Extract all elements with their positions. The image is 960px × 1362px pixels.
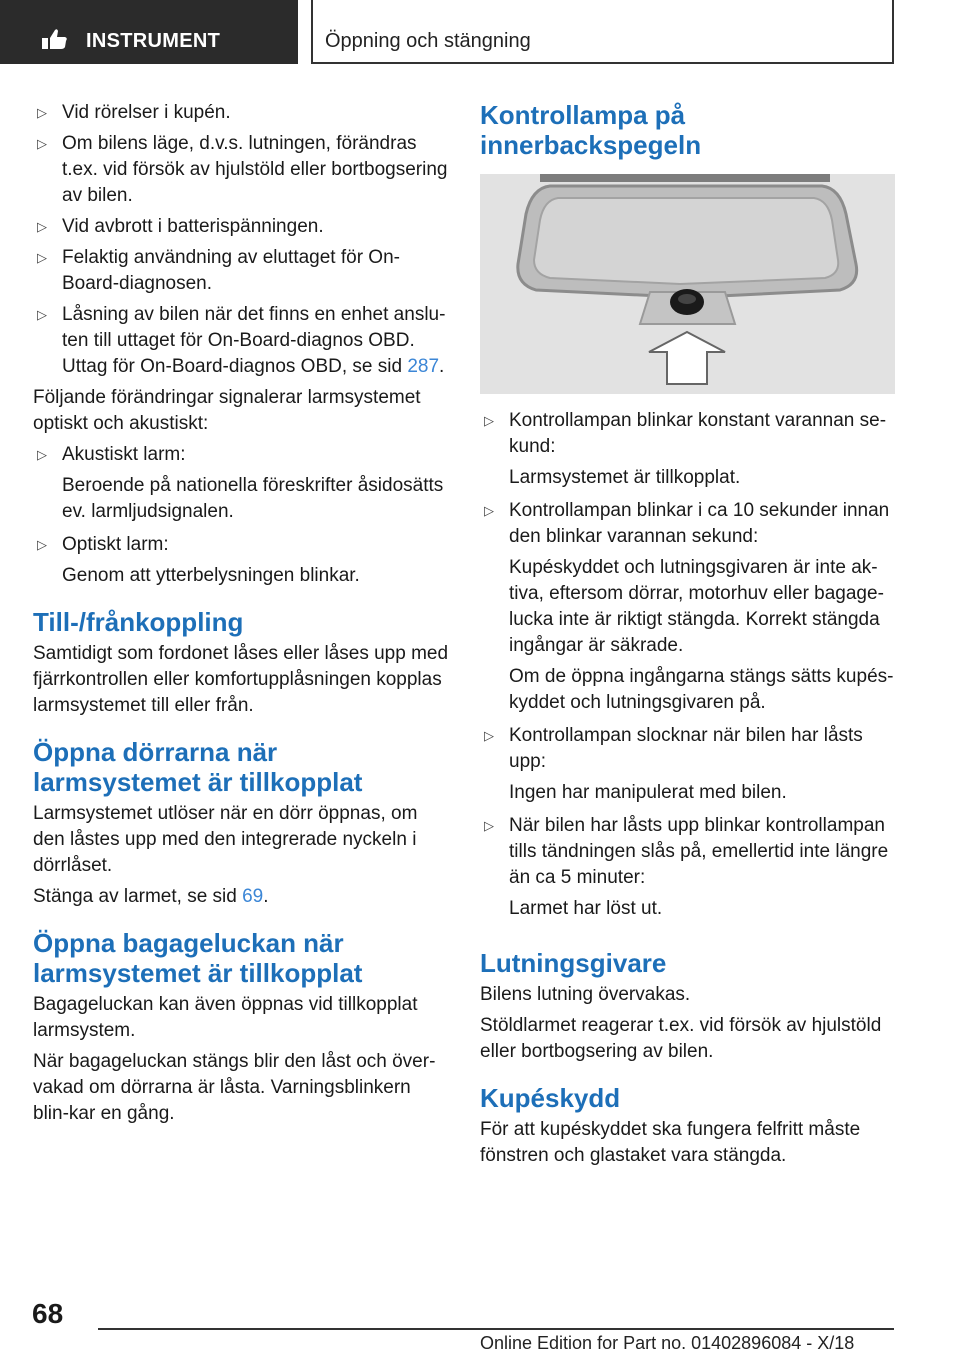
heading-control-lamp: Kontrollampa på innerbackspegeln (480, 100, 702, 160)
tilt-text-2: Stöldlarmet reagerar t.ex. vid försök av hjulstöld eller bortbogsering av bilen. (480, 1015, 882, 1062)
triangle-bullet-icon: ▷ (37, 136, 47, 151)
right-column (480, 100, 900, 1174)
list-item: ▷ Kontrollampan blinkar konstant varannan se-kund: Larmsystemet är tillkopplat. (484, 410, 887, 488)
triangle-bullet-icon: ▷ (484, 413, 494, 428)
list-item: ▷ Vid avbrott i batterispänningen. (33, 214, 451, 240)
edition-text: Online Edition for Part no. 01402896084 - X/18 (480, 1333, 855, 1353)
list-item: ▷ Felaktig användning av eluttaget för On-Board-diagnosen. (37, 247, 400, 294)
pointing-hand-icon (40, 28, 68, 50)
list-item: ▷ Optiskt larm: Genom att ytterbelysningen blinkar. (37, 534, 360, 586)
triangle-bullet-icon: ▷ (37, 537, 47, 552)
page-link-69[interactable]: 69 (242, 886, 264, 907)
rearview-mirror-image (480, 174, 895, 394)
trunk-text-1: Bagageluckan kan även öppnas vid tillkopplat larmsystem. (33, 994, 418, 1041)
heading-tilt-sensor: Lutningsgivare (480, 948, 667, 978)
tilt-text-1: Bilens lutning övervakas. (480, 984, 691, 1005)
triangle-bullet-icon: ▷ (37, 447, 47, 462)
triangle-bullet-icon: ▷ (484, 728, 494, 743)
list-item: ▷ Akustiskt larm: Beroende på nationella föreskrifter åsidosätts ev. larmljudsignalen. (37, 444, 444, 522)
list-item: ▷ Låsning av bilen när det finns en enhet anslu-ten till uttaget för On-Board-diagnos OBD. Uttag för On-Board-diagnos OBD, se sid 287. (37, 304, 446, 377)
list-item: ▷ Om bilens läge, d.v.s. lutningen, förändras t.ex. vid försök av hjulstöld eller bortbogsering av bilen. (37, 133, 448, 206)
section-tab (0, 0, 298, 64)
page-link-287[interactable]: 287 (407, 356, 440, 377)
heading-till-franskoppling: Till-/frånkoppling (33, 607, 244, 637)
rearview-mirror-illustration (480, 174, 895, 394)
triangle-bullet-icon: ▷ (37, 250, 47, 265)
footer-divider (98, 1328, 894, 1330)
trunk-text-2: När bagageluckan stängs blir den låst och över-vakad om dörrarna är låsta. Varningsblinkern blin-kar en gång. (33, 1051, 436, 1124)
triangle-bullet-icon: ▷ (484, 818, 494, 833)
heading-open-doors: Öppna dörrarna när larmsystemet är tillkopplat (33, 737, 363, 797)
breadcrumb: Öppning och stängning (325, 30, 531, 52)
list-item: ▷ När bilen har låsts upp blinkar kontrollampan tills tändningen slås på, emellertid inte längre än ca 5 minuter: Larmet har löst ut. (484, 815, 889, 919)
doors-text: Larmsystemet utlöser när en dörr öppnas, om den låstes upp med den integrerade nyckeln i dörrlåset. (33, 803, 418, 876)
triangle-bullet-icon: ▷ (37, 219, 47, 234)
list-item: ▷ Vid rörelser i kupén. (33, 100, 451, 126)
doors-reference: Stänga av larmet, se sid 69. (33, 886, 269, 907)
list-item: ▷ Kontrollampan blinkar i ca 10 sekunder innan den blinkar varannan sekund: Kupéskyddet och lutningsgivaren är inte ak-tiva, eftersom dörrar, motorhuv eller bagage-lucka inte är riktigt stängda. Korrekt stängda ingångar är säkrade. Om de öppna ingångarna stängs sätts kupés-kyddet och lutningsgivaren på. (484, 500, 894, 713)
section-label: INSTRUMENT (86, 30, 221, 52)
triangle-bullet-icon: ▷ (37, 307, 47, 322)
triangle-bullet-icon: ▷ (484, 503, 494, 518)
breadcrumb-box (311, 0, 894, 64)
list-item: ▷ Kontrollampan slocknar när bilen har låsts upp: Ingen har manipulerat med bilen. (484, 725, 863, 803)
triangle-bullet-icon: ▷ (37, 105, 47, 120)
lamp-states-list (480, 408, 900, 922)
heading-cabin-protection: Kupéskydd (480, 1083, 621, 1113)
signal-intro: Följande förändringar signalerar larmsystemet optiskt och akustiskt: (33, 387, 421, 434)
alarm-types-list (33, 442, 451, 589)
page-number: 68 (32, 1298, 64, 1329)
left-column (33, 100, 451, 1132)
cabin-text: För att kupéskyddet ska fungera felfritt måste fönstren och glastaket vara stängda. (480, 1119, 861, 1166)
trigger-list (33, 100, 451, 380)
obd-reference: Uttag för On-Board-diagnos OBD, se sid 287. (62, 356, 445, 377)
till-text: Samtidigt som fordonet låses eller låses upp med fjärrkontrollen eller komfortupplåsningen kopplas larmsystemet till eller från. (33, 643, 449, 716)
heading-open-trunk: Öppna bagageluckan när larmsystemet är tillkopplat (33, 928, 363, 988)
